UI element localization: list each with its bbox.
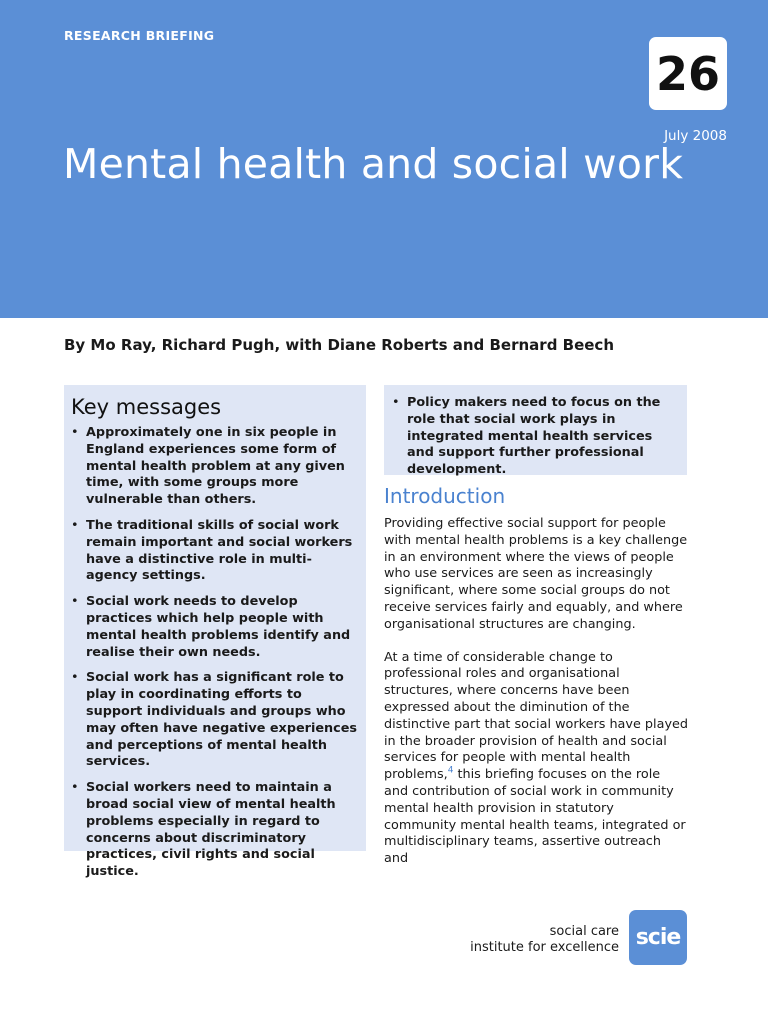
key-messages-heading: Key messages <box>71 395 222 419</box>
document-title: Mental health and social work <box>63 140 684 188</box>
introduction-paragraph <box>384 650 688 868</box>
key-messages-continued-box <box>384 385 687 478</box>
key-message-item: • Approximately one in six people in England experiences some form of mental health problem at any given time, with some groups more vulnerable than others. <box>71 425 359 509</box>
author-line: By Mo Ray, Richard Pugh, with Diane Roberts and Bernard Beech <box>64 336 614 354</box>
key-message-item: • Social workers need to maintain a broad social view of mental health problems especially in regard to concerns about discriminatory practices, civil rights and social justice. <box>71 780 359 881</box>
introduction-body <box>384 516 688 884</box>
organisation-name <box>470 924 619 955</box>
paragraph-text: At a time of considerable change to professional roles and organisational structures, where concerns have been expressed about the diminution of the distinctive part that social workers have played in the broader provision of health and social services for people with mental health problems, <box>384 649 689 783</box>
organisation-name-line: institute for excellence <box>470 939 619 955</box>
scie-logo: scie <box>629 910 687 965</box>
issue-number-badge: 26 <box>649 37 727 110</box>
footnote-reference[interactable]: 4 <box>447 765 454 776</box>
key-message-item: • Policy makers need to focus on the role that social work plays in integrated mental health services and support further professional development. <box>392 395 679 479</box>
key-message-item: • The traditional skills of social work remain important and social workers have a distinctive role in multi-agency settings. <box>71 518 359 585</box>
key-message-item: • Social work has a significant role to play in coordinating efforts to support individuals and groups who may often have negative experiences and perceptions of mental health services. <box>71 670 359 771</box>
key-message-item: • Social work needs to develop practices which help people with mental health problems identify and realise their own needs. <box>71 594 359 661</box>
key-messages-continued-list <box>392 395 679 479</box>
introduction-paragraph: Providing effective social support for people with mental health problems is a key challenge in an environment where the views of people who use services are seen as increasingly significant, where some social groups do not receive services fairly and equably, and where organisational structures are changing. <box>384 516 688 632</box>
paragraph-text: this briefing focuses on the role and contribution of social work in community mental health provision in statutory community mental health teams, integrated or multidisciplinary teams, assertive outreach and <box>384 767 686 867</box>
organisation-name-line: social care <box>549 924 619 939</box>
key-messages-box <box>64 385 366 880</box>
title-banner <box>0 0 768 318</box>
publication-date: July 2008 <box>664 128 727 144</box>
series-label: RESEARCH BRIEFING <box>64 28 215 43</box>
key-messages-list <box>71 425 359 881</box>
introduction-heading: Introduction <box>384 484 506 508</box>
